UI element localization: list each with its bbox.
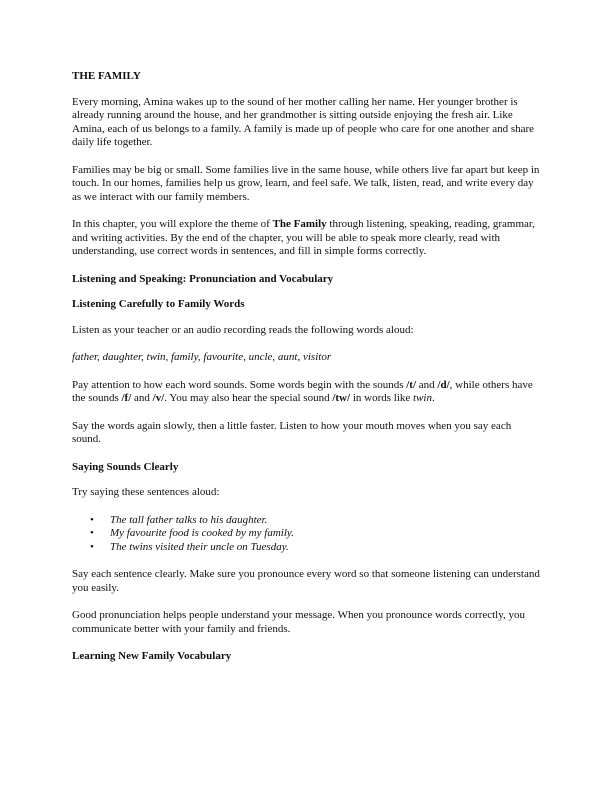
sound-tw: /tw/ xyxy=(332,392,351,404)
attention-text-c: and xyxy=(416,378,438,391)
intro-p3-after: through listening, speaking, reading, grammar, and writing activities. By the end of the chapter, you will be able to speak more clearly, read with understanding, use correct words in sentences, and fill in simple forms correctly. xyxy=(72,218,535,257)
sentence-text: The tall father talks to his daughter. xyxy=(110,513,268,526)
say-again-paragraph: Say the words again slowly, then a little faster. Listen to how your mouth moves when you say each sound. xyxy=(72,419,512,445)
sentence-text: The twins visited their uncle on Tuesday. xyxy=(110,540,289,553)
document-body xyxy=(72,70,542,676)
subheading-listening-carefully: Listening Carefully to Family Words xyxy=(72,298,245,310)
section-heading-family-vocabulary: Learning New Family Vocabulary xyxy=(72,650,232,662)
attention-text-m: . xyxy=(431,392,435,404)
sound-v: /v/ xyxy=(152,392,165,404)
chapter-title: THE FAMILY xyxy=(72,70,141,82)
example-word-twin: twin xyxy=(413,392,432,404)
intro-paragraph-2: Families may be big or small. Some families live in the same house, while others live far apart but keep in touch. In our homes, families help us grow, learn, and feel safe. We talk, listen, read, and write every day as we interact with our family members. xyxy=(72,163,540,203)
say-clearly-paragraph: Say each sentence clearly. Make sure you pronounce every word so that someone listening can understand you easily. xyxy=(72,568,540,594)
family-word-list: father, daughter, twin, family, favourite, uncle, aunt, visitor xyxy=(72,351,332,363)
attention-paragraph xyxy=(72,379,542,406)
bullet-icon: • xyxy=(90,527,94,539)
intro-paragraph-3 xyxy=(72,218,542,259)
practice-sentence-list xyxy=(72,514,542,555)
good-pronunciation-paragraph: Good pronunciation helps people understand your message. When you pronounce words correctly, you communicate better with your family and friends. xyxy=(72,609,526,635)
sound-d: /d/ xyxy=(437,378,450,391)
attention-text-e: , while others have the sounds xyxy=(72,378,533,404)
listen-instruction: Listen as your teacher or an audio recording reads the following words aloud: xyxy=(72,323,414,336)
attention-text-k: in words like xyxy=(350,392,414,404)
sound-f: /f/ xyxy=(121,392,132,404)
intro-p3-before: In this chapter, you will explore the theme of xyxy=(72,218,273,230)
practice-sentence xyxy=(90,527,542,541)
intro-p3-bold: The Family xyxy=(272,218,327,230)
attention-text-a: Pay attention to how each word sounds. Some words begin with the sounds xyxy=(72,378,407,391)
attention-text-g: and xyxy=(131,392,153,404)
bullet-icon: • xyxy=(90,540,94,553)
section-heading-listening-speaking: Listening and Speaking: Pronunciation and Vocabulary xyxy=(72,272,334,285)
sentence-text: My favourite food is cooked by my family. xyxy=(110,527,294,539)
practice-sentence xyxy=(90,540,542,555)
bullet-icon: • xyxy=(90,513,94,526)
try-instruction: Try saying these sentences aloud: xyxy=(72,486,220,498)
intro-paragraph-1: Every morning, Amina wakes up to the sound of her mother calling her name. Her younger brother is already running around the house, and her grandmother is sitting outside enjoying the fresh air. Like Amina, each of us belongs to a family. A family is made up of people who care for one another and share daily life together. xyxy=(72,95,535,148)
sound-t: /t/ xyxy=(406,378,417,391)
practice-sentence xyxy=(90,513,542,528)
attention-text-i: . You may also hear the special sound xyxy=(164,392,333,404)
section-heading-saying-sounds: Saying Sounds Clearly xyxy=(72,460,179,473)
